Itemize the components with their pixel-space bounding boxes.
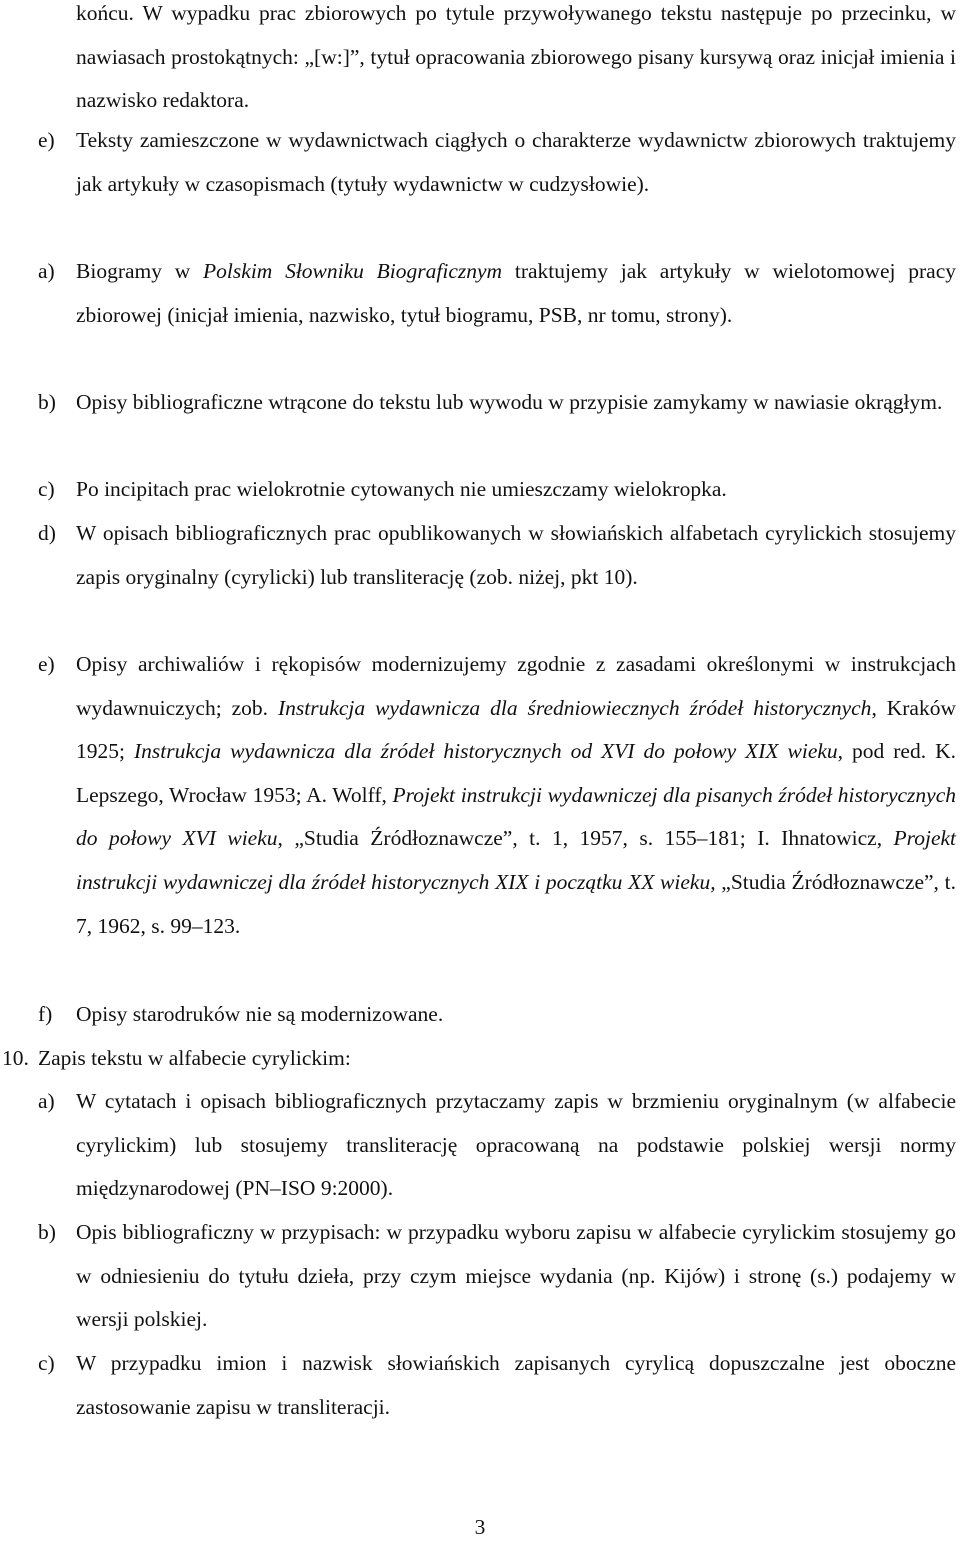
item-marker-c: c) [38,477,55,501]
italic-title: Projekt instrukcji wydawniczej dla pisanych źródeł historycznych do połowy XVI wieku [76,782,956,851]
italic-title: Projekt instrukcji wydawniczej dla źródeł historycznych XIX i początku XX wieku, [76,826,956,894]
item-marker-c: c) [38,1351,55,1375]
text-span: Biogramy w [76,259,204,283]
section-number-10: 10. [2,1046,29,1070]
italic-title: Instrukcja wydawnicza dla źródeł historycznych od XVI do połowy XIX wieku [133,739,838,764]
italic-title: Polskim Słowniku Biograficznym [203,259,503,283]
continued-paragraph: końcu. W wypadku prac zbiorowych po tytule przywoływanego tekstu następuje po przecinku, w nawiasach prostokątnych: „[w:]”, tytuł opracowania zbiorowego pisany kursywą oraz inicjał imienia i nazwisko redaktora. [76,1,956,113]
item-b-inline-descriptions: Opisy bibliograficzne wtrącone do tekstu lub wywodu w przypisie zamykamy w nawiasie okrągłym. [76,390,943,414]
item-marker-d: d) [38,521,56,545]
item-a-biograms [76,250,956,337]
section-heading-cyrillic: Zapis tekstu w alfabecie cyrylickim: [38,1046,351,1070]
item-marker-f: f) [38,1002,53,1026]
item-c-incipits: Po incipitach prac wielokrotnie cytowanych nie umieszczamy wielokropka. [76,477,727,501]
text-span: Opisy archiwaliów i rękopisów modernizujemy zgodnie z zasadami określonymi w instrukcjach wydawnuiczych; zob. [76,652,956,720]
item-e-archival-descriptions [76,643,956,948]
item-marker-b: b) [38,390,56,414]
item-marker-e: e) [38,652,55,676]
item-f-old-prints: Opisy starodruków nie są modernizowane. [76,1002,444,1026]
text-span: „Studia Źródłoznawcze”, t. 7, 1962, s. 99–123. [76,869,956,938]
text-span: , „Studia Źródłoznawcze”, t. 1, 1957, s. 155–181; I. Ihnatowicz, [277,826,894,851]
item-b-footnote-descriptions: Opis bibliograficzny w przypisach: w przypadku wyboru zapisu w alfabecie cyrylickim stosujemy go w odniesieniu do tytułu dzieła, przy czym miejsce wydania (np. Kijów) i stronę (s.) podajemy w wersji polskiej. [76,1220,956,1332]
italic-title: Instrukcja wydawnicza dla średniowiecznych źródeł historycznych [277,695,872,720]
item-marker-a: a) [38,259,55,283]
item-a-transliteration: W cytatach i opisach bibliograficznych przytaczamy zapis w brzmieniu oryginalnym (w alfabecie cyrylickim) lub stosujemy transliterację opracowaną na podstawie polskiej wersji normy międzynarodowej (PN–ISO 9:2000). [76,1089,956,1201]
item-d-cyrillic-descriptions: W opisach bibliograficznych prac opublikowanych w słowiańskich alfabetach cyrylickich stosujemy zapis oryginalny (cyrylicki) lub transliterację (zob. niżej, pkt 10). [76,521,956,589]
item-c-slavic-names: W przypadku imion i nazwisk słowiańskich zapisanych cyrylicą dopuszczalne jest oboczne zastosowanie zapisu w transliteracji. [76,1351,956,1419]
text-span: traktujemy jak artykuły w wielotomowej pracy zbiorowej (inicjał imienia, nazwisko, tytuł biogramu, PSB, nr tomu, strony). [76,259,956,327]
text-span: , pod red. K. Lepszego, Wrocław 1953; A. Wolff, [76,739,956,807]
item-marker-e: e) [38,128,55,152]
page-number: 3 [474,1515,486,1539]
text-span: , Kraków 1925; [76,695,957,764]
item-marker-a: a) [38,1089,55,1113]
item-marker-b: b) [38,1220,56,1244]
item-e-serial-publications: Teksty zamieszczone w wydawnictwach ciągłych o charakterze wydawnictw zbiorowych traktujemy jak artykuły w czasopismach (tytuły wydawnictw w cudzysłowie). [76,128,956,196]
